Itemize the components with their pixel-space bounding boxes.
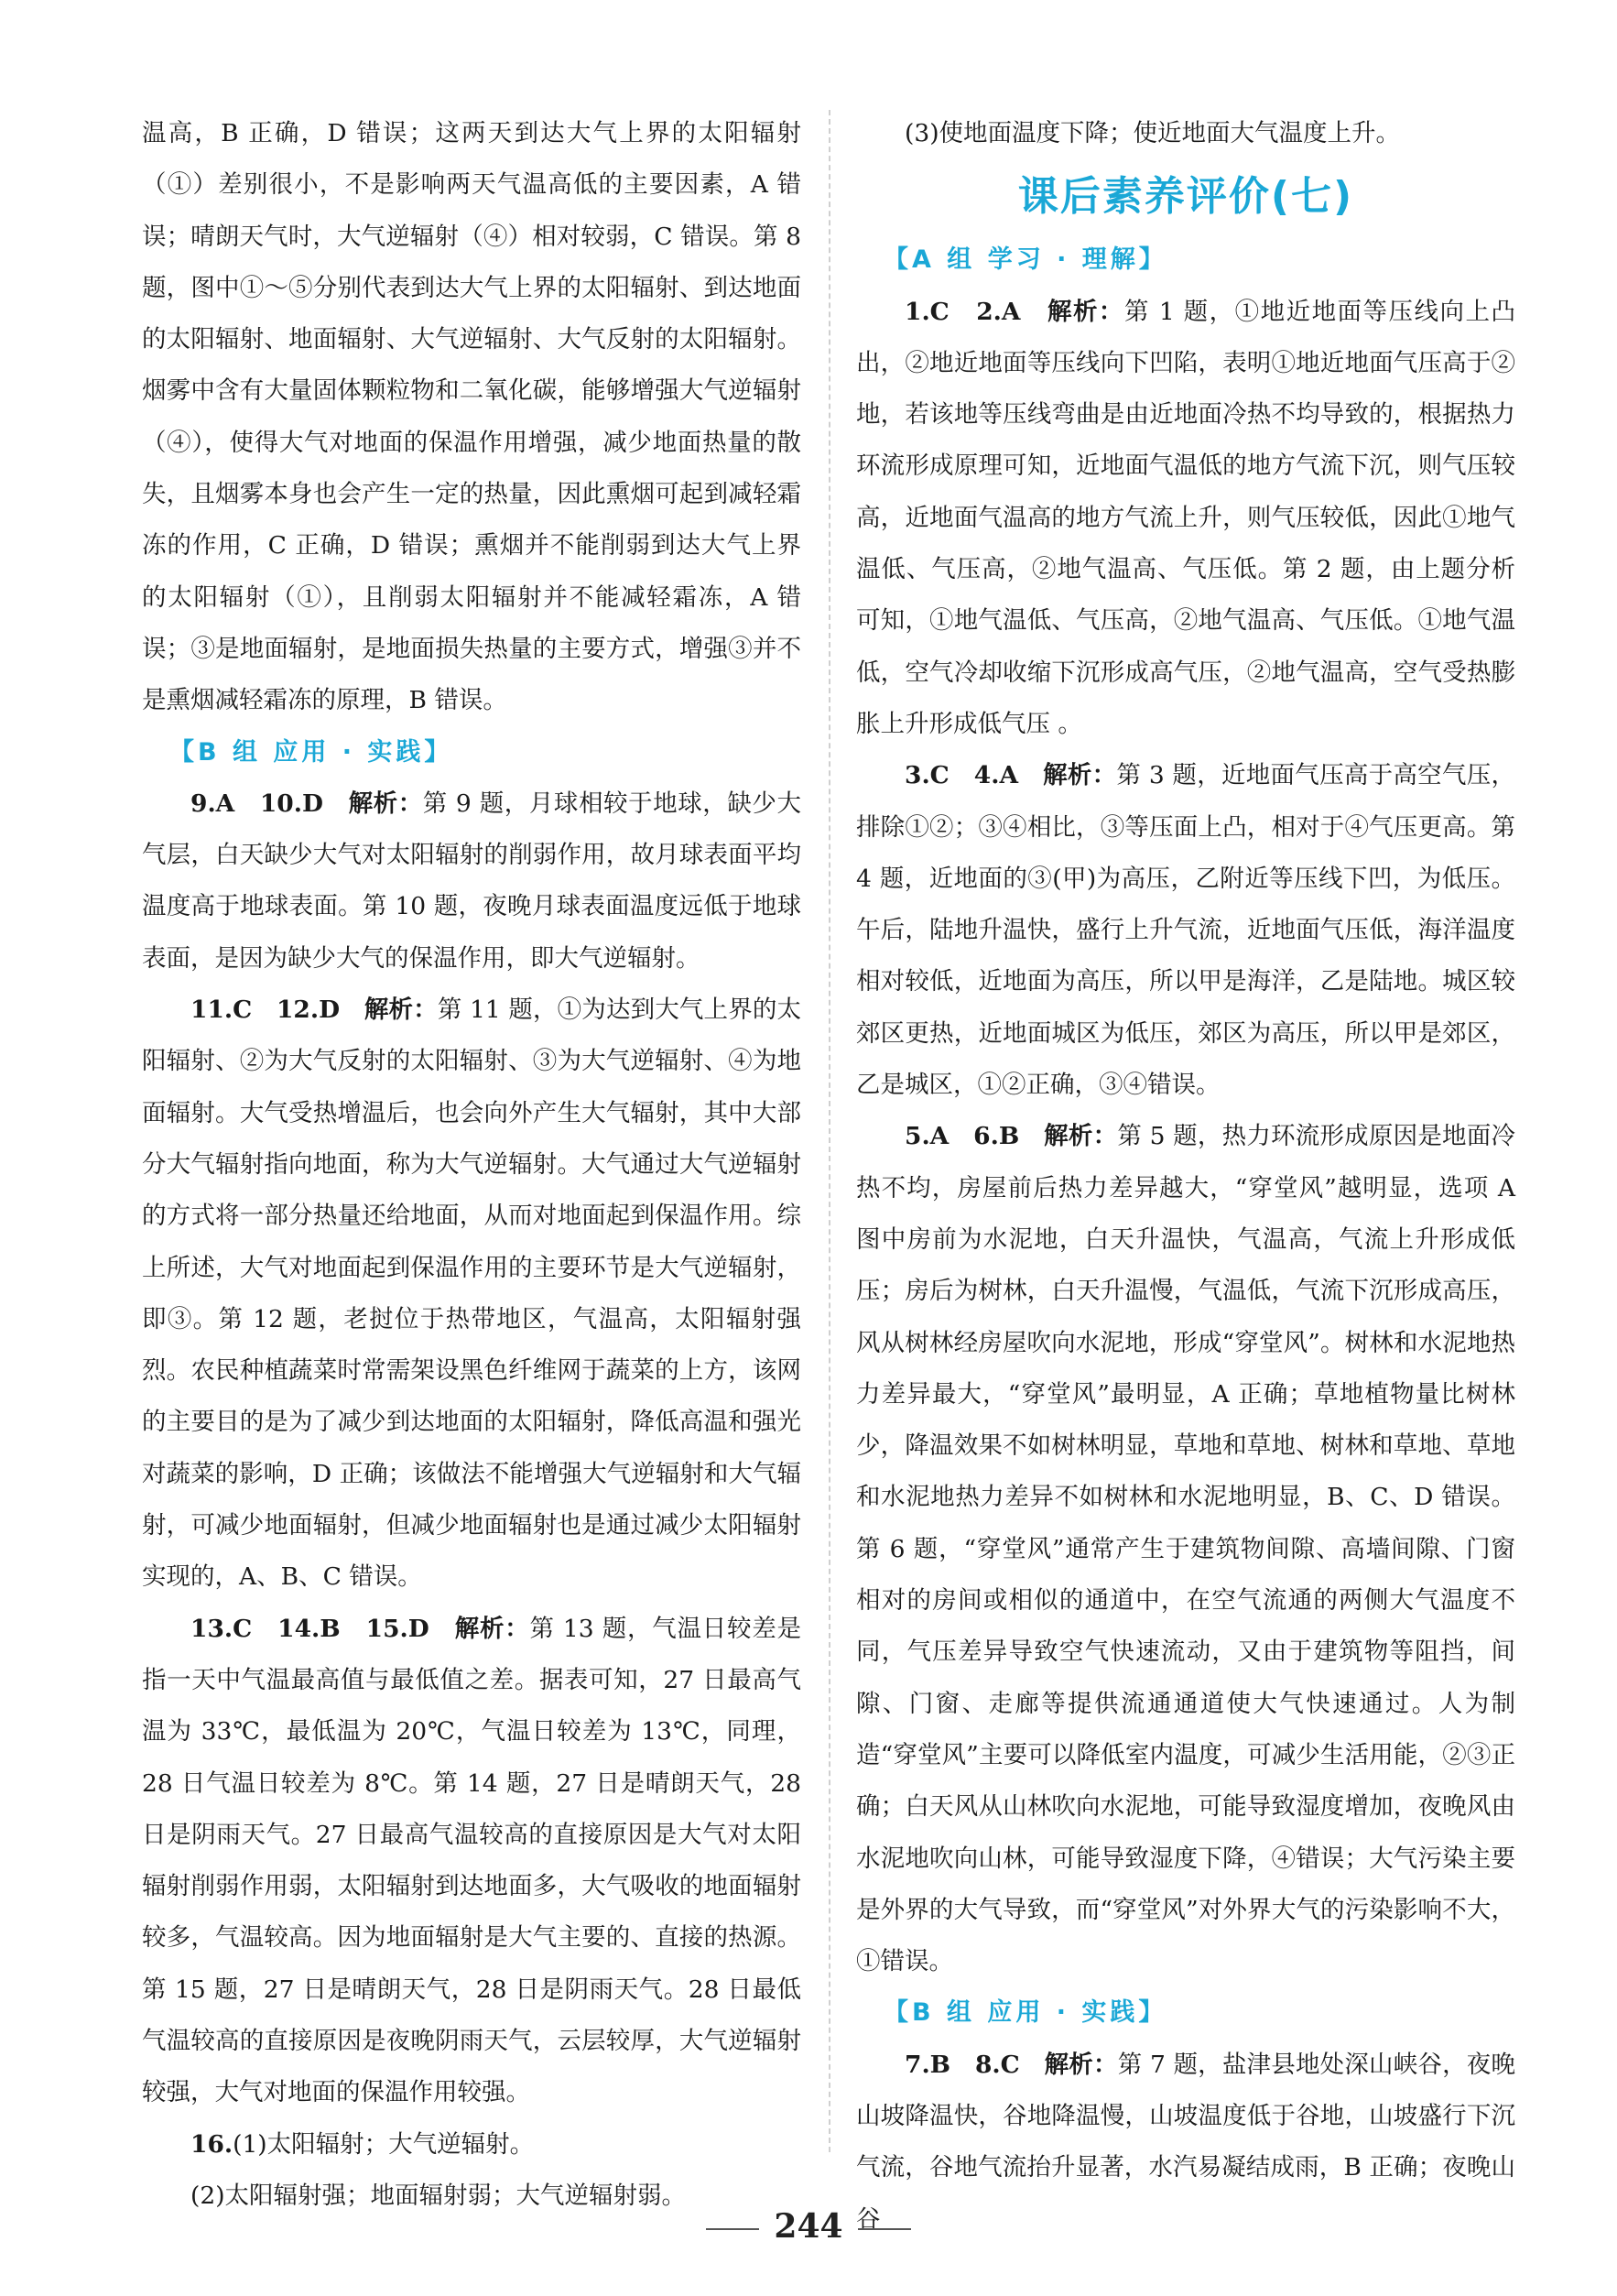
analysis-text: 第 13 题，气温日较差是指一天中气温最高值与最低值之差。据表可知，27 日最高气温为 33℃，最低温为 20℃，气温日较差为 13℃，同理，28 日气温日较差为 8℃。第 14 题，27 日是晴朗天气，28 日是阴雨天气。27 日最高气温较高的直接原因是大气对太阳辐射削弱作用弱，太阳辐射到达地面多，大气吸收的地面辐射较多，气温较高。因为地面辐射是大气主要的、直接的热源。第 15 题，27 日是晴朗天气，28 日是阴雨天气。28 日最低气温较高的直接原因是夜晚阴雨天气，云层较厚，大气逆辐射较强，大气对地面的保温作用较强。 (142, 1614, 801, 2107)
column-divider (829, 110, 830, 2152)
analysis-text: 第 1 题，①地近地面等压线向上凸出，②地近地面等压线向下凹陷，表明①地近地面气压高于②地，若该地等压线弯曲是由近地面冷热不均导致的，根据热力环流形成原理可知，近地面气温低的地方气流下沉，则气压较高，近地面气温高的地方气流上升，则气压较低，因此①地气温低、气压高，②地气温高、气压低。第 2 题，由上题分析可知，①地气温低、气压高，②地气温高、气压低。①地气温低，空气冷却收缩下沉形成高气压，②地气温高，空气受热膨胀上升形成低气压 。 (856, 297, 1516, 738)
analysis-label: 解析： (1044, 2050, 1118, 2079)
paragraph-q7-q8-continued: 温高，B 正确，D 错误；这两天到达大气上界的太阳辐射（①）差别很小，不是影响两天气温高低的主要因素，A 错误；晴朗天气时，大气逆辐射（④）相对较弱，C 错误。第 8 题，图中①～⑤分别代表到达大气上界的太阳辐射、到达地面的太阳辐射、地面辐射、大气逆辐射、大气反射的太阳辐射。烟雾中含有大量固体颗粒物和二氧化碳，能够增强大气逆辐射（④），使得大气对地面的保温作用增强，减少地面热量的散失，且烟雾本身也会产生一定的热量，因此熏烟可起到减轻霜冻的作用，C 正确，D 错误；熏烟并不能削弱到达大气上界的太阳辐射（①），且削弱太阳辐射并不能减轻霜冻，A 错误；③是地面辐射，是地面损失热量的主要方式，增强③并不是熏烟减轻霜冻的原理，B 错误。 (142, 119, 801, 715)
q16-part1-text: (1)太阳辐射；大气逆辐射。 (233, 2129, 535, 2159)
right-column (856, 108, 1515, 2246)
section-title: 课后素养评价(七) (1017, 173, 1354, 221)
analysis-text: 第 3 题，近地面气压高于高空气压，排除①②；③④相比，③等压面上凸，相对于④气压更高。第 4 题，近地面的③(甲)为高压，乙附近等压线下凹，为低压。午后，陆地升温快，盛行上升气流，近地面气压低，海洋温度相对较低，近地面为高压，所以甲是海洋，乙是陆地。城区较郊区更热，近地面城区为低压，郊区为高压，所以甲是郊区，乙是城区，①②正确，③④错误。 (856, 761, 1515, 1100)
answer-q16: 16. (190, 2129, 233, 2159)
section-header-a-group: 【A 组 学习 · 理解】 (884, 245, 1167, 275)
analysis-label: 解析： (348, 789, 423, 818)
analysis-label: 解析： (364, 996, 438, 1025)
answer-q1-q2: 1.C 2.A (905, 297, 1047, 326)
page-number-right-rule (858, 2228, 911, 2230)
answer-q5-q6: 5.A 6.B (905, 1122, 1045, 1151)
analysis-text: 第 11 题，①为达到大气上界的太阳辐射、②为大气反射的太阳辐射、③为大气逆辐射、④为地面辐射。大气受热增温后，也会向外产生大气辐射，其中大部分大气辐射指向地面，称为大气逆辐射。大气通过大气逆辐射的方式将一部分热量还给地面，从而对地面起到保温作用。综上所述，大气对地面起到保温作用的主要环节是大气逆辐射，即③。第 12 题，老挝位于热带地区，气温高，太阳辐射强烈。农民种植蔬菜时常需架设黑色纤维网于蔬菜的上方，该网的主要目的是为了减少到达地面的太阳辐射，降低高温和强光对蔬菜的影响，D 正确；该做法不能增强大气逆辐射和大气辐射，可减少地面辐射，但减少地面辐射也是通过减少太阳辐射实现的，A、B、C 错误。 (142, 996, 802, 1592)
page-number-text: 244 (774, 2207, 843, 2246)
analysis-label: 解析： (454, 1614, 530, 1643)
paragraph-q3-q4 (856, 750, 1515, 1111)
analysis-label: 解析： (1043, 761, 1117, 790)
paragraph-q5-q6 (856, 1111, 1515, 1987)
page-number-left-rule (706, 2228, 759, 2230)
answer-q3-q4: 3.C 4.A (905, 761, 1044, 790)
paragraph-q1-q2 (856, 287, 1515, 751)
answer-q7-q8: 7.B 8.C (905, 2050, 1045, 2079)
answer-q13-q15: 13.C 14.B 15.D (190, 1614, 455, 1643)
answer-q9-q10: 9.A 10.D (190, 789, 349, 818)
paragraph-q9-q10 (142, 778, 801, 985)
section-header-b-group: 【B 组 应用 · 实践】 (884, 1998, 1167, 2028)
analysis-text: 第 9 题，月球相较于地球，缺少大气层，白天缺少大气对太阳辐射的削弱作用，故月球表面平均温度高于地球表面。第 10 题，夜晚月球表面温度远低于地球表面，是因为缺少大气的保温作用，即大气逆辐射。 (142, 789, 801, 973)
section-header-b-group: 【B 组 应用 · 实践】 (169, 737, 453, 767)
analysis-text: 第 5 题，热力环流形成原因是地面冷热不均，房屋前后热力差异越大，“穿堂风”越明显，选项 A 图中房前为水泥地，白天升温快，气温高，气流上升形成低压；房后为树林，白天升温慢，气温低，气流下沉形成高压，风从树林经房屋吹向水泥地，形成“穿堂风”。树林和水泥地热力差异最大，“穿堂风”最明显，A 正确；草地植物量比树林少，降温效果不如树林明显，草地和草地、树林和草地、草地和水泥地热力差异不如树林和水泥地明显，B、C、D 错误。第 6 题，“穿堂风”通常产生于建筑物间隙、高墙间隙、门窗相对的房间或相似的通道中，在空气流通的两侧大气温度不同，气压差异导致空气快速流动，又由于建筑物等阻挡，间隙、门窗、走廊等提供流通通道使大气快速通过。人为制造“穿堂风”主要可以降低室内温度，可减少生活用能，②③正确；白天风从山林吹向水泥地，可能导致湿度增加，夜晚风由水泥地吹向山林，可能导致湿度下降，④错误；大气污染主要是外界的大气导致，而“穿堂风”对外界大气的污染影响不大，①错误。 (856, 1122, 1515, 1976)
paragraph-q16-part1 (142, 2119, 801, 2171)
left-column (142, 108, 801, 2222)
analysis-text: 第 7 题，盐津县地处深山峡谷，夜晚山坡降温快，谷地降温慢，山坡温度低于谷地，山坡盛行下沉气流，谷地气流抬升显著，水汽易凝结成雨，B 正确；夜晚山谷 (856, 2050, 1515, 2234)
paragraph-q13-q15 (142, 1604, 801, 2119)
analysis-label: 解析： (1044, 1122, 1118, 1151)
analysis-label: 解析： (1047, 297, 1124, 326)
answer-q11-q12: 11.C 12.D (190, 996, 364, 1025)
paragraph-q16-part2: (2)太阳辐射强；地面辐射弱；大气逆辐射弱。 (190, 2181, 687, 2210)
page-number (0, 2207, 1617, 2246)
paragraph-q16-part3: (3)使地面温度下降；使近地面大气温度上升。 (905, 119, 1401, 147)
paragraph-q11-q12 (142, 985, 801, 1604)
